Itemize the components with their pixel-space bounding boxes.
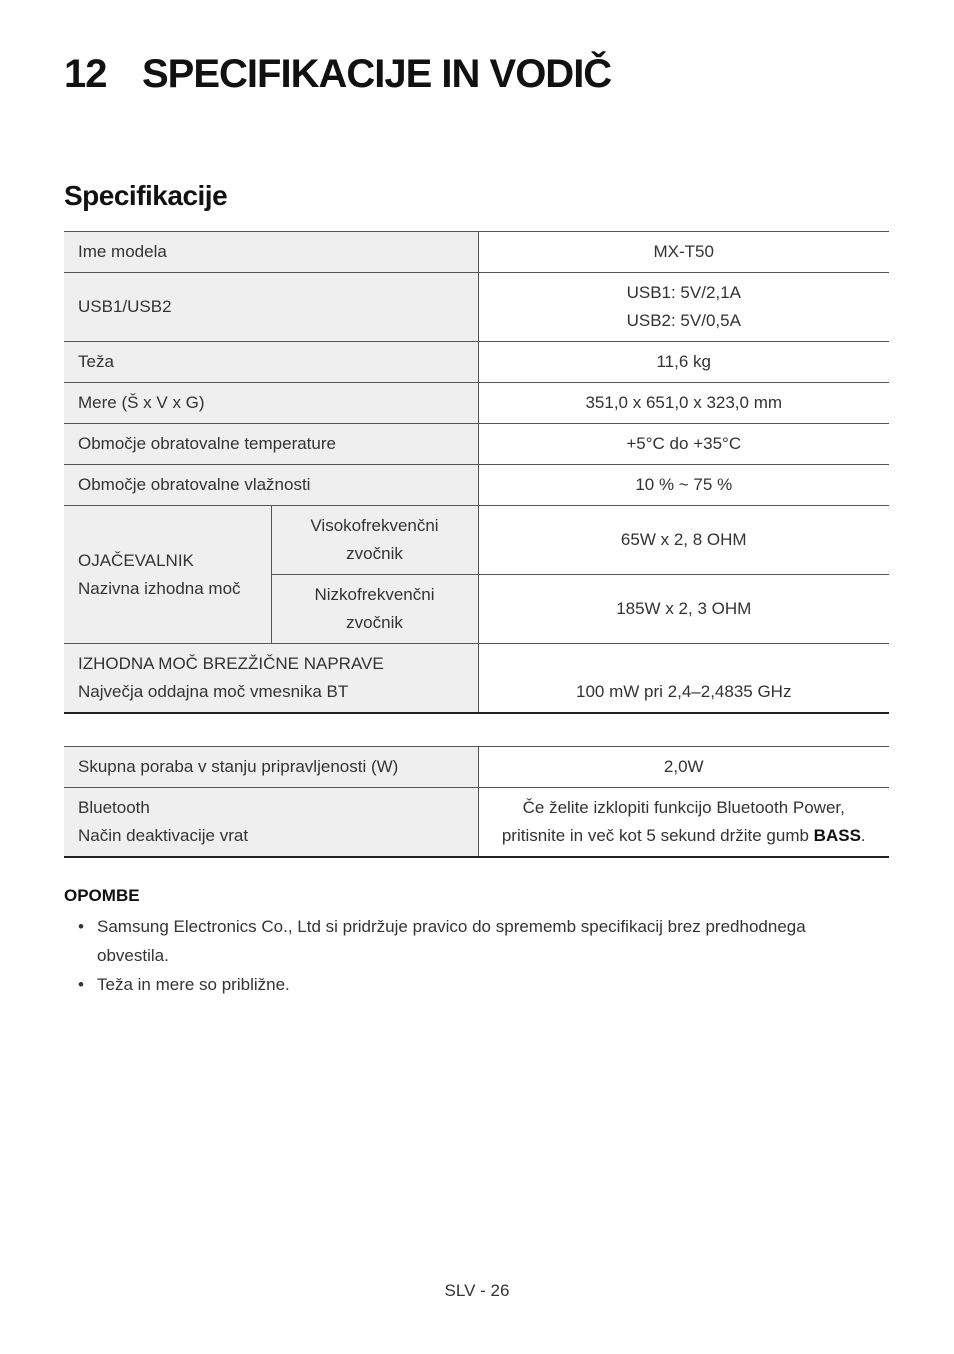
note-text: Samsung Electronics Co., Ltd si pridržuje pravico do sprememb specifikacij brez predhodnega obvestila. bbox=[97, 917, 806, 965]
dimensions-label: Mere (Š x V x G) bbox=[64, 383, 478, 424]
notes-title: OPOMBE bbox=[64, 886, 140, 905]
woofer-value: 185W x 2, 3 OHM bbox=[478, 575, 889, 644]
chapter-heading bbox=[64, 52, 611, 97]
humidity-label: Območje obratovalne vlažnosti bbox=[64, 465, 478, 506]
table-row bbox=[64, 383, 889, 424]
wireless-label-line-1: IZHODNA MOČ BREZŽIČNE NAPRAVE bbox=[78, 654, 384, 673]
tweeter-value: 65W x 2, 8 OHM bbox=[478, 506, 889, 575]
model-label: Ime modela bbox=[64, 232, 478, 273]
page-number: SLV - 26 bbox=[444, 1281, 510, 1300]
woofer-label-line-1: Nizkofrekvenčni bbox=[314, 585, 435, 604]
table-row bbox=[64, 747, 889, 788]
weight-value: 11,6 kg bbox=[478, 342, 889, 383]
usb-value bbox=[478, 273, 889, 342]
bluetooth-label bbox=[64, 788, 478, 858]
notes-list bbox=[64, 912, 864, 999]
weight-label: Teža bbox=[64, 342, 478, 383]
dimensions-value: 351,0 x 651,0 x 323,0 mm bbox=[478, 383, 889, 424]
amplifier-label-line-1: OJAČEVALNIK bbox=[78, 550, 194, 570]
bluetooth-value-line-1: Če želite izklopiti funkcijo Bluetooth Power, bbox=[522, 798, 845, 817]
amplifier-label-line-2: Nazivna izhodna moč bbox=[78, 578, 241, 598]
usb-label: USB1/USB2 bbox=[64, 273, 478, 342]
model-value: MX-T50 bbox=[478, 232, 889, 273]
list-item bbox=[64, 912, 864, 970]
power-consumption-table bbox=[64, 746, 889, 858]
note-text: Teža in mere so približne. bbox=[97, 975, 290, 994]
table-row bbox=[64, 465, 889, 506]
temperature-label: Območje obratovalne temperature bbox=[64, 424, 478, 465]
list-item bbox=[64, 970, 864, 999]
table-row bbox=[64, 342, 889, 383]
woofer-label-line-2: zvočnik bbox=[346, 613, 403, 632]
woofer-label bbox=[271, 575, 478, 644]
tweeter-label bbox=[271, 506, 478, 575]
chapter-title: SPECIFIKACIJE IN VODIČ bbox=[142, 52, 612, 96]
bluetooth-label-line-2: Način deaktivacije vrat bbox=[78, 826, 249, 845]
temperature-value: +5°C do +35°C bbox=[478, 424, 889, 465]
usb2-value: USB2: 5V/0,5A bbox=[626, 311, 741, 330]
table-row bbox=[64, 506, 889, 575]
table-row bbox=[64, 424, 889, 465]
chapter-number: 12 bbox=[64, 52, 107, 96]
table-row bbox=[64, 644, 889, 714]
tweeter-label-line-1: Visokofrekvenčni bbox=[310, 516, 439, 535]
specifications-table bbox=[64, 231, 889, 714]
bullet-icon: • bbox=[78, 917, 84, 936]
tweeter-label-line-2: zvočnik bbox=[346, 544, 403, 563]
table-row bbox=[64, 232, 889, 273]
wireless-label bbox=[64, 644, 478, 714]
usb1-value: USB1: 5V/2,1A bbox=[626, 283, 741, 302]
wireless-label-line-2: Največja oddajna moč vmesnika BT bbox=[78, 682, 349, 701]
bluetooth-label-line-1: Bluetooth bbox=[78, 798, 150, 817]
bluetooth-value-text: pritisnite in več kot 5 sekund držite gumb bbox=[501, 826, 814, 845]
table-row bbox=[64, 788, 889, 858]
standby-label: Skupna poraba v stanju pripravljenosti (W) bbox=[64, 747, 478, 788]
bluetooth-value-line-2 bbox=[491, 822, 878, 850]
humidity-value: 10 % ~ 75 % bbox=[478, 465, 889, 506]
bluetooth-value bbox=[478, 788, 889, 858]
wireless-value: 100 mW pri 2,4–2,4835 GHz bbox=[478, 644, 889, 714]
section-title: Specifikacije bbox=[64, 180, 228, 211]
bass-button-name: BASS bbox=[813, 826, 861, 845]
bullet-icon: • bbox=[78, 975, 84, 994]
table-row bbox=[64, 273, 889, 342]
standby-value: 2,0W bbox=[478, 747, 889, 788]
bluetooth-value-end: . bbox=[860, 826, 866, 845]
amplifier-label bbox=[64, 506, 271, 644]
